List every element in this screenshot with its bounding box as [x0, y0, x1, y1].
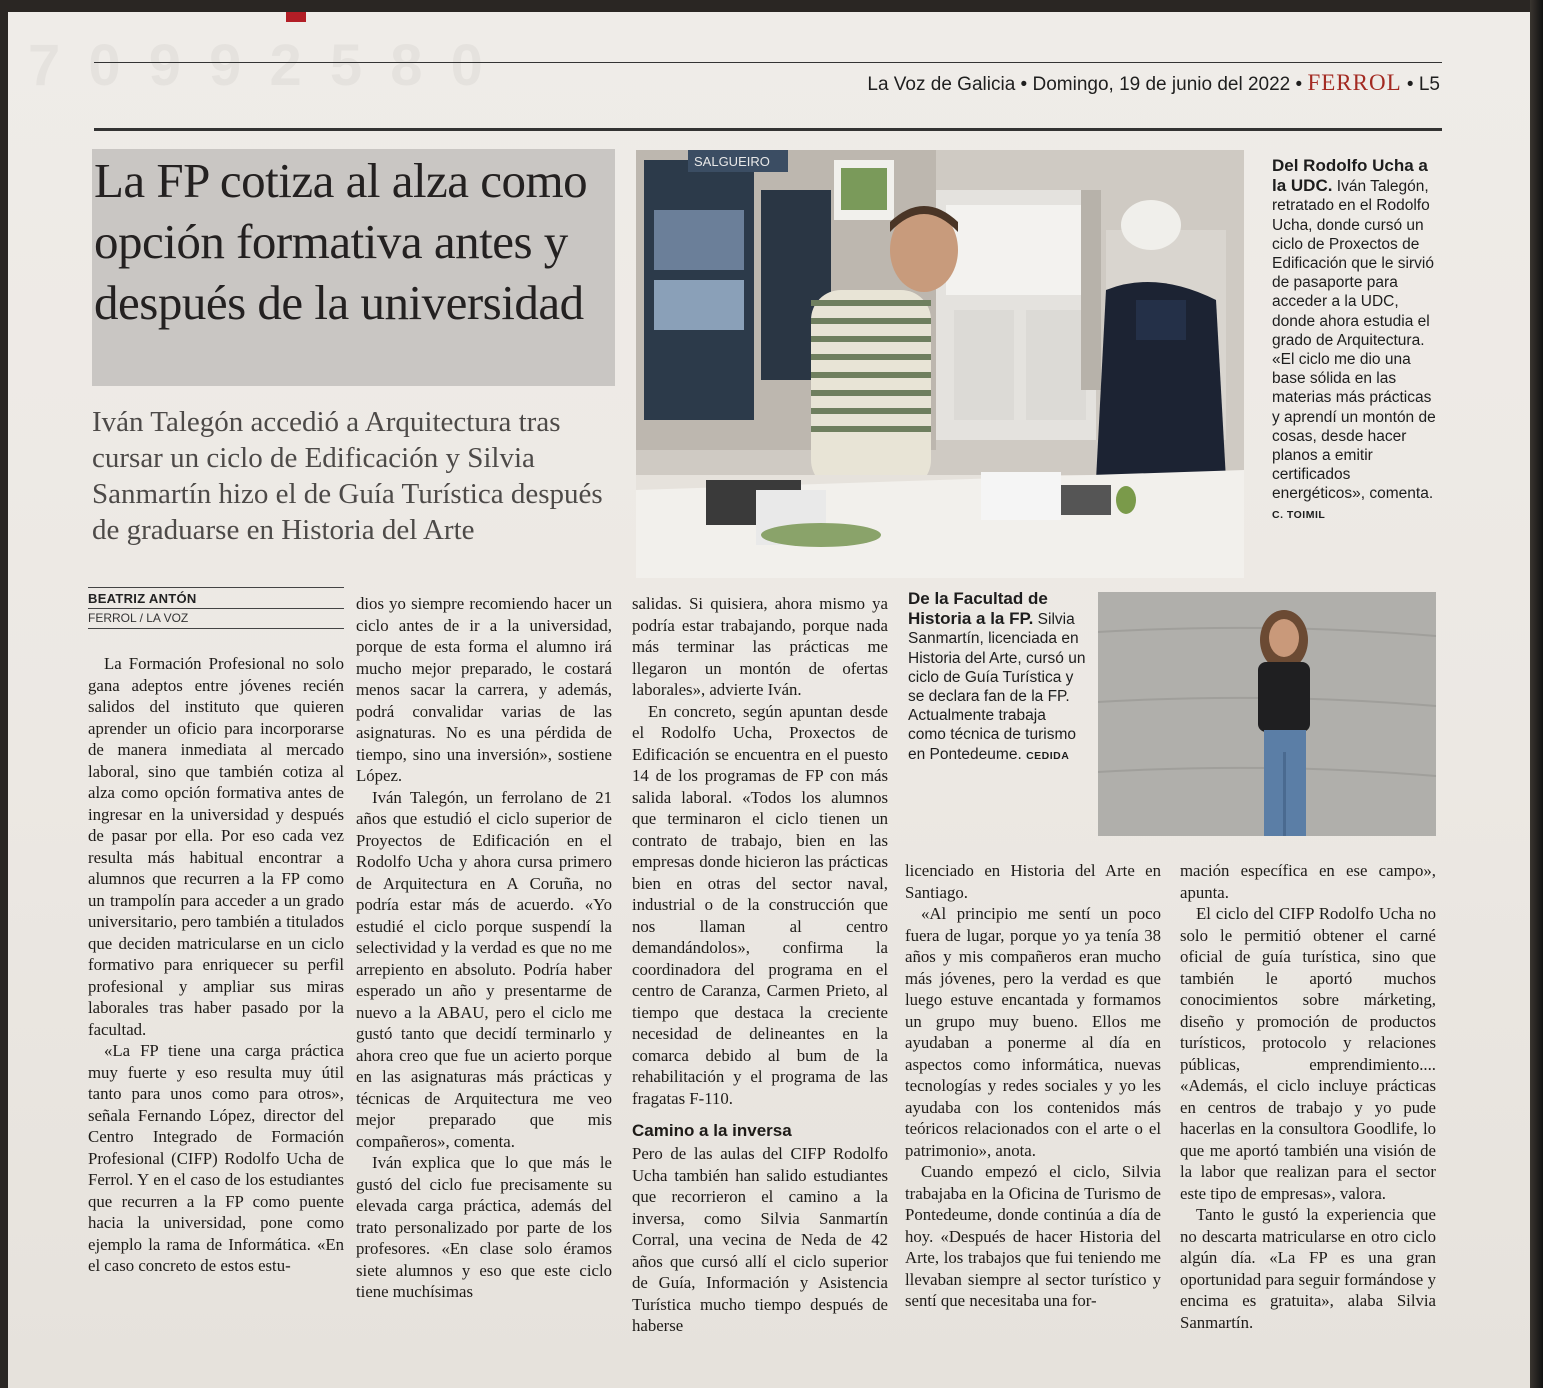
page-number: L5 [1418, 74, 1440, 95]
newspaper-page [8, 12, 1530, 1388]
page-folio [838, 70, 1440, 96]
top-rule [94, 62, 1442, 63]
red-tab-marker [286, 12, 306, 22]
dateline: FERROL / LA VOZ [88, 611, 189, 625]
photo-ivan-talegon [636, 150, 1244, 578]
paragraph: licenciado en Historia del Arte en Santiago. [905, 861, 1161, 902]
show-through-print [28, 32, 489, 99]
photo1-caption-text: Iván Talegón, retratado en el Rodolfo Ucha, donde cursó un ciclo de Proxectos de Edificación que le sirvió de pasaporte para acceder a la UDC, donde ahora estudia el grado de Arquitectura. «El ciclo me dio una base sólida en las materias más prácticas y aprendí un montón de cosas, desde hacer planos a emitir certificados energéticos», comenta. [1272, 178, 1436, 503]
author-name: BEATRIZ ANTÓN [88, 591, 197, 606]
paragraph: dios yo siempre recomiendo hacer un ciclo antes de ir a la universidad, porque de esta forma el alumno irá mucho mejor preparado, le costará menos sacar la carrera, y además, podrá convalidar varias de las asignaturas. No es una pérdida de tiempo, sino una inversión», sostiene López. [356, 594, 612, 785]
newspaper-name: La Voz de Galicia [867, 74, 1016, 95]
body-column-4 [905, 860, 1161, 1375]
issue-date: Domingo, 19 de junio del 2022 [1032, 74, 1291, 95]
paragraph: mación específica en ese campo», apunta. [1180, 861, 1436, 902]
paragraph: En concreto, según apuntan desde el Rodolfo Ucha, Proxectos de Edificación se encuentra en el puesto 14 de los programas de FP con más salida laboral. «Todos los alumnos que terminaron el ciclo tienen un contrato de trabajo, bien en las empresas donde hicieron las prácticas bien en otras del sector naval, industrial o de la construcción que nos llaman al centro demandándolos», confirma la coordinadora del programa en el centro de Caranza, Carmen Prieto, al tiempo que destaca la creciente necesidad de delineantes en la comarca debido al bum de la rehabilitación y el programa de las fragatas F-110. [632, 701, 888, 1108]
body-column-3 [632, 593, 888, 1373]
byline-rule [88, 628, 344, 629]
photo2-caption [908, 589, 1088, 766]
paragraph: Iván Talegón, un ferrolano de 21 años que estudió el ciclo superior de Proyectos de Edificación en el Rodolfo Ucha y ahora cursa primero de Arquitectura en A Coruña, no podría estar más de acuerdo. «Yo estudié el ciclo porque suspendí la selectividad y la verdad es que no me arrepiento en absoluto. Podría haber esperado un año y presentarme de nuevo a la ABAU, pero el ciclo me gustó tanto que decidí terminarlo y ahora creo que fue un acierto porque en las asignaturas más prácticas y técnicas de Arquitectura me veo mejor preparado que mis compañeros», comenta. [356, 787, 612, 1151]
paragraph: salidas. Si quisiera, ahora mismo ya podría estar trabajando, porque nada más terminar las prácticas me llegaron un montón de ofertas laborales», advierte Iván. [632, 594, 888, 699]
byline-block [88, 587, 344, 629]
photo2-caption-title: De la Facultad de Historia a la FP. [908, 589, 1048, 629]
paragraph: El ciclo del CIFP Rodolfo Ucha no solo le permitió obtener el carné oficial de guía turística, sino que también le aportó muchos conocimientos sobre márketing, diseño y promoción de productos turísticos, protocolo y relaciones públicas, emprendimiento.... «Además, el ciclo incluye prácticas en centros de trabajo y yo pude hacerlas en la consultora Goodlife, lo que me aportó también una visión de la labor que realizan para el sector este tipo de empresas», valora. [1180, 904, 1436, 1203]
folio-separator: • [1295, 74, 1308, 95]
photo2-credit: CEDIDA [1026, 749, 1070, 762]
section-subhead: Camino a la inversa [632, 1121, 792, 1140]
section-name: FERROL [1307, 70, 1402, 95]
paragraph: Pero de las aulas del CIFP Rodolfo Ucha también han salido estudiantes que recorrieron el camino a la inversa, como Silvia Sanmartín Corral, una vecina de Neda de 42 años que cursó allí el ciclo superior de Guía, Información y Asistencia Turística mucho tiempo después de haberse [632, 1144, 888, 1335]
photo1-credit: C. TOIMIL [1272, 508, 1326, 521]
subheadline: Iván Talegón accedió a Arquitectura tras cursar un ciclo de Edificación y Silvia Sanmartín hizo el de Guía Turística después de graduarse en Historia del Arte [92, 406, 603, 546]
portrait-photo [1098, 592, 1436, 836]
classroom-photo [636, 150, 1244, 578]
photo-silvia-sanmartin [1098, 592, 1436, 836]
folio-separator: • [1020, 74, 1033, 95]
paragraph: La Formación Profesional no solo gana adeptos entre jóvenes recién salidos del instituto que quieren aprender un oficio para incorporarse de manera inmediata al mercado laboral, sino que también cotiza al alza como opción formativa antes de ingresar en la universidad y después de pasar por ella. Por eso cada vez resulta más habitual encontrar a alumnos que recurren a la FP como un trampolín para acceder a un grado universitario, pero también a titulados que deciden matricularse en un ciclo formativo para enriquecer su perfil profesional y ampliar sus miras laborales tras haber pasado por la facultad. [88, 654, 344, 1039]
monitor-bezel [1530, 0, 1543, 1388]
header-rule [94, 128, 1442, 131]
paragraph: Cuando empezó el ciclo, Silvia trabajaba en la Oficina de Turismo de Pontedeume, donde continúa a día de hoy. «Después de hacer Historia del Arte, los trabajos que fui teniendo me llevaban siempre al sector turístico y sentí que necesitaba una for- [905, 1162, 1161, 1310]
photo1-caption [1272, 156, 1440, 525]
paragraph: Tanto le gustó la experiencia que no descarta matricularse en otro ciclo algún día. «La FP es una gran oportunidad para seguir formándose y encima es gratuita», alaba Silvia Sanmartín. [1180, 1205, 1436, 1332]
paragraph: «Al principio me sentí un poco fuera de lugar, porque yo ya tenía 38 años y mis compañeros eran mucho más jóvenes, pero la verdad es que luego estuve encantada y formamos un grupo muy bueno. Ellos me ayudaban a ponerme al día en aspectos como informática, nuevas tecnologías y redes sociales y yo les ayudaba con los contenidos más teóricos relacionados con el arte o el patrimonio», anota. [905, 904, 1161, 1160]
body-column-2 [356, 593, 612, 1373]
body-column-1 [88, 653, 344, 1368]
headline: La FP cotiza al alza como opción formativa antes y después de la universidad [94, 153, 588, 330]
salgueiro-sign: SALGUEIRO [694, 154, 770, 169]
paragraph: Iván explica que lo que más le gustó del ciclo fue precisamente su elevada carga práctica, además del trato personalizado por parte de los profesores. «En clase solo éramos siete alumnos y eso que este ciclo tiene muchísimas [356, 1153, 612, 1301]
folio-separator: • [1406, 74, 1419, 95]
paragraph: «La FP tiene una carga práctica muy fuerte y eso resulta muy útil tanto para unos como para otros», señala Fernando López, director del Centro Integrado de Formación Profesional (CIFP) Rodolfo Ucha de Ferrol. Y en el caso de los estudiantes que recurren a la FP como puente hacia la universidad, pone como ejemplo la rama de Informática. «En el caso concreto de estos estu- [88, 1041, 344, 1275]
body-column-5 [1180, 860, 1436, 1375]
photo1-caption-title: Del Rodolfo Ucha a la UDC. [1272, 156, 1428, 196]
photo2-caption-text: Silvia Sanmartín, licenciada en Historia del Arte, cursó un ciclo de Guía Turística y se declara fan de la FP. Actualmente trabaja como técnica de turismo en Pontedeume. [908, 611, 1086, 763]
